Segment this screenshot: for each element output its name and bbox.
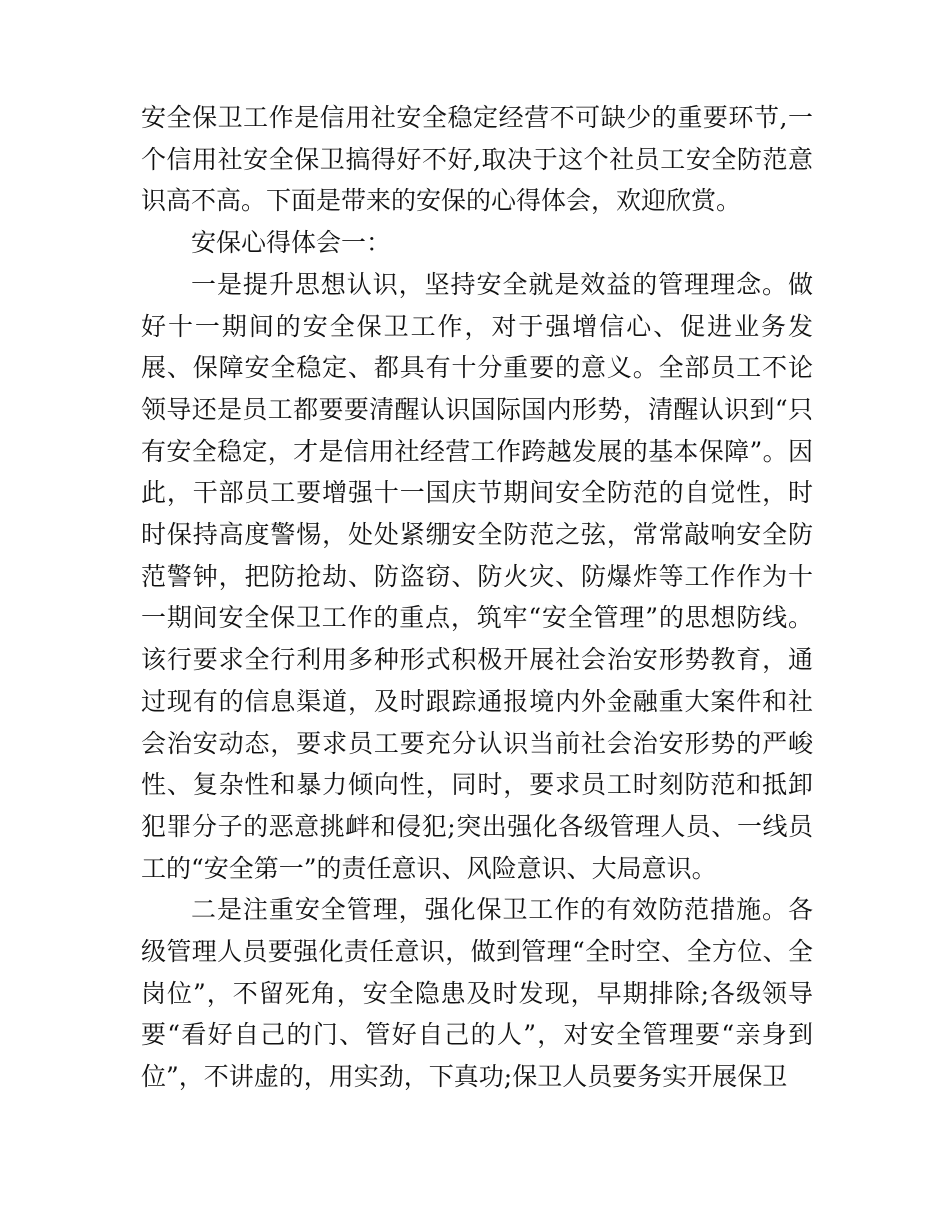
body-paragraph-2: 二是注重安全管理，强化保卫工作的有效防范措施。各级管理人员要强化责任意识，做到管理“全时空、全方位、全岗位”，不留死角，安全隐患及时发现，早期排除;各级领导要“看好自己的门、管好自己的人”，对安全管理要“亲身到位”，不讲虚的，用实劲，下真功;保卫人员要务实开展保卫 <box>141 895 813 1092</box>
section-heading: 安保心得体会一： <box>191 228 392 258</box>
document-page <box>141 97 813 1098</box>
body-paragraph-1: 一是提升思想认识，坚持安全就是效益的管理理念。做好十一期间的安全保卫工作，对于强增信心、促进业务发展、保障安全稳定、都具有十分重要的意义。全部员工不论领导还是员工都要要清醒认识国际国内形势，清醒认识到“只有安全稳定，才是信用社经营工作跨越发展的基本保障”。因此，干部员工要增强十一国庆节期间安全防范的自觉性，时时保持高度警惕，处处紧绷安全防范之弦，常常敲响安全防范警钟，把防抢劫、防盗窃、防火灾、防爆炸等工作作为十一期间安全保卫工作的重点，筑牢“安全管理”的思想防线。该行要求全行利用多种形式积极开展社会治安形势教育，通过现有的信息渠道，及时跟踪通报境内外金融重大案件和社会治安动态，要求员工要充分认识当前社会治安形势的严峻性、复杂性和暴力倾向性，同时，要求员工时刻防范和抵卸犯罪分子的恶意挑衅和侵犯;突出强化各级管理人员、一线员工的“安全第一”的责任意识、风险意识、大局意识。 <box>141 269 813 883</box>
intro-paragraph: 安全保卫工作是信用社安全稳定经营不可缺少的重要环节,一个信用社安全保卫搞得好不好,取决于这个社员工安全防范意识高不高。下面是带来的安保的心得体会，欢迎欣赏。 <box>141 103 813 216</box>
